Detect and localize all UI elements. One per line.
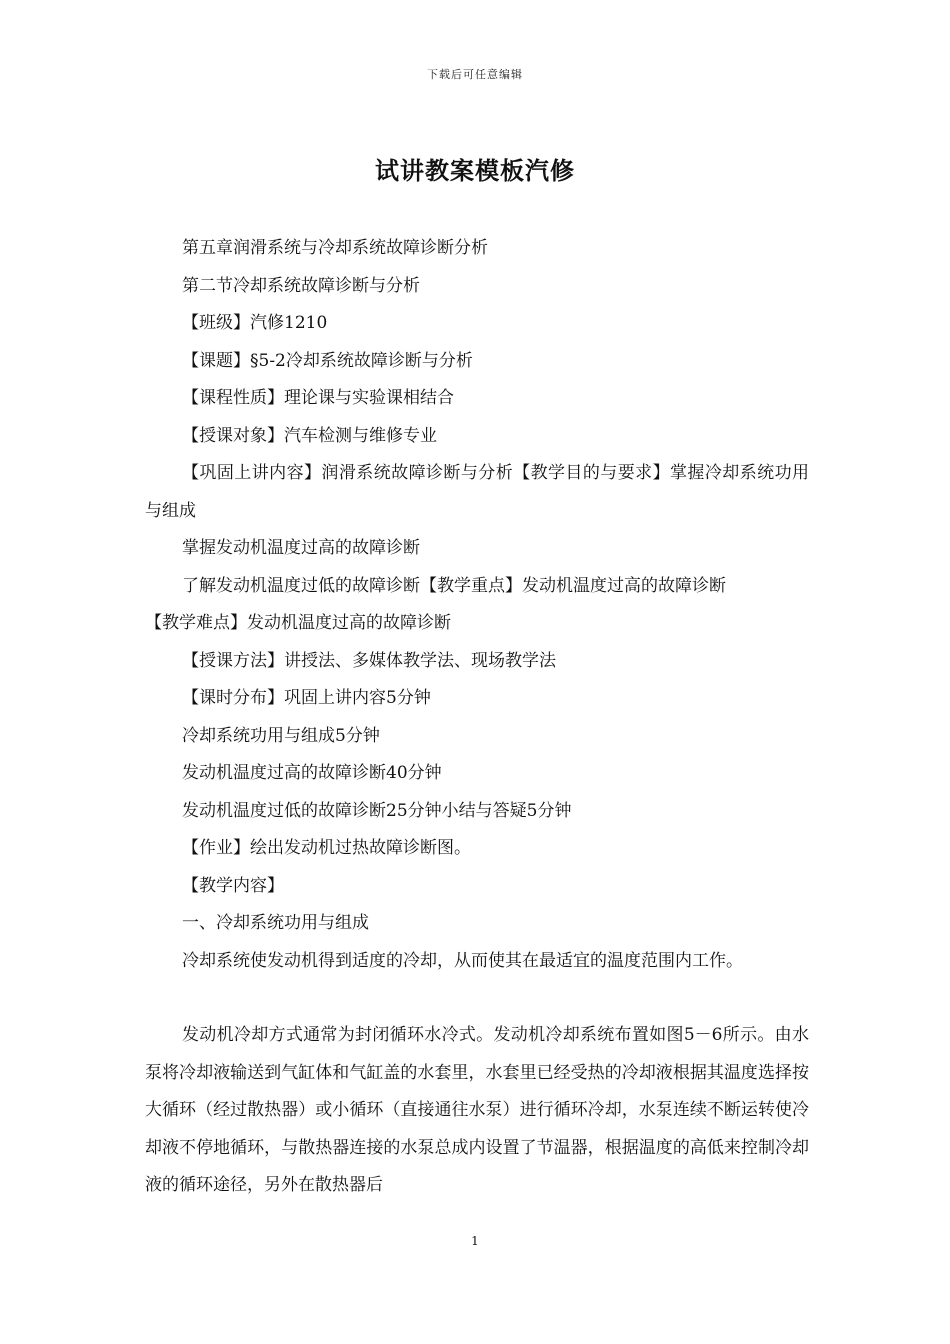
body-paragraph: 冷却系统使发动机得到适度的冷却，从而使其在最适宜的温度范围内工作。 [182, 950, 743, 971]
review-and-goals-line: 【巩固上讲内容】润滑系统故障诊断与分析【教学目的与要求】掌握冷却系统功用与组成 [145, 463, 809, 521]
header-note: 下载后可任意编辑 [427, 68, 523, 81]
body-paragraph: 发动机冷却方式通常为封闭循环水冷式。发动机冷却系统布置如图5－6所示。由水泵将冷却液输送到气缸体和气缸盖的水套里，水套里已经受热的冷却液根据其温度选择按大循环（经过散热器）或小循环（直接通往水泵）进行循环冷却，水泵连续不断运转使冷却液不停地循环，与散热器连接的水泵总成内设置了节温器，根据温度的高低来控制冷却液的循环途径，另外在散热器后 [145, 1025, 809, 1195]
method-line: 【授课方法】讲授法、多媒体教学法、现场教学法 [182, 650, 556, 671]
subsection-heading: 一、冷却系统功用与组成 [182, 913, 369, 933]
time-item: 冷却系统功用与组成5分钟 [182, 725, 380, 746]
time-allocation-line: 【课时分布】巩固上讲内容5分钟 [182, 688, 431, 708]
section-heading: 第二节冷却系统故障诊断与分析 [182, 275, 420, 296]
audience-line: 【授课对象】汽车检测与维修专业 [182, 425, 437, 446]
content-heading: 【教学内容】 [182, 875, 284, 896]
page-number: 1 [471, 1234, 479, 1248]
class-line: 【班级】汽修1210 [182, 313, 328, 333]
goal-line: 掌握发动机温度过高的故障诊断 [182, 538, 420, 558]
paragraph-gap [145, 980, 809, 1017]
chapter-heading: 第五章润滑系统与冷却系统故障诊断分析 [182, 238, 488, 258]
goal-and-key-point-line: 了解发动机温度过低的故障诊断【教学重点】发动机温度过高的故障诊断 [182, 575, 726, 596]
difficulty-line: 【教学难点】发动机温度过高的故障诊断 [145, 613, 451, 633]
topic-line: 【课题】§5-2冷却系统故障诊断与分析 [182, 350, 473, 371]
homework-line: 【作业】绘出发动机过热故障诊断图。 [182, 838, 471, 858]
document-body [145, 230, 809, 1205]
time-item: 发动机温度过低的故障诊断25分钟小结与答疑5分钟 [182, 800, 572, 821]
course-nature-line: 【课程性质】理论课与实验课相结合 [182, 388, 454, 408]
document-title: 试讲教案模板汽修 [375, 156, 575, 185]
time-item: 发动机温度过高的故障诊断40分钟 [182, 763, 442, 783]
